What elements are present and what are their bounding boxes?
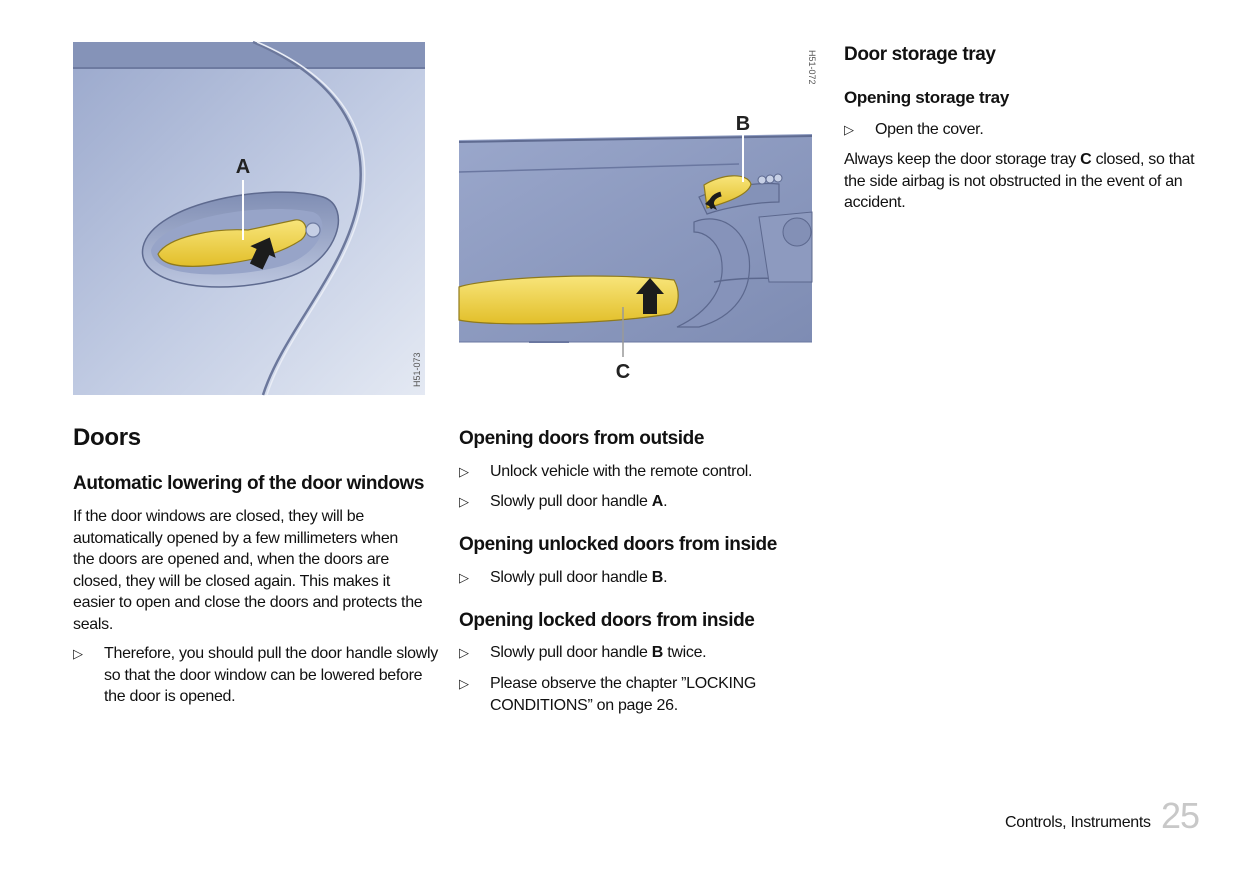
bullet-text-main: Slowly pull door handle <box>490 569 652 586</box>
bullet-text-suffix: twice. <box>663 644 707 661</box>
bullet-text <box>490 491 667 513</box>
opening-unlocked-inside-heading: Opening unlocked doors from inside <box>459 534 777 555</box>
bullet-text <box>490 642 706 664</box>
bullet-text: Open the cover. <box>875 121 984 138</box>
storage-tray-bullet <box>844 119 1184 141</box>
figure-code: H51-072 <box>807 50 817 85</box>
auto-lowering-paragraph: If the door windows are closed, they will be automatically opened by a few millimeters when the doors are opened and, when the doors are closed, they will be closed again. This makes it easier to open and close the doors and protects the seals. <box>73 508 423 633</box>
opening-locked-inside-heading: Opening locked doors from inside <box>459 610 755 631</box>
tray-reference: C <box>1080 151 1092 168</box>
bullet-text-suffix: . <box>663 569 668 586</box>
opening-outside-heading: Opening doors from outside <box>459 428 705 449</box>
bullet-triangle-icon: ▷ <box>459 570 469 585</box>
list-item <box>459 642 799 664</box>
handle-reference: A <box>651 493 664 510</box>
bullet-triangle-icon: ▷ <box>459 464 469 479</box>
storage-tray-note <box>844 149 1209 214</box>
handle-reference: B <box>651 569 664 586</box>
label-c: C <box>615 361 631 383</box>
page-number: 25 <box>1161 795 1200 836</box>
bullet-triangle-icon: ▷ <box>459 676 469 691</box>
bullet-text-main: Unlock vehicle with the remote control. <box>490 463 753 480</box>
footer-section: Controls, Instruments <box>1005 814 1151 831</box>
handle-reference: B <box>651 644 664 661</box>
bullet-text <box>490 567 667 589</box>
bullet-text-main: Slowly pull door handle <box>490 644 652 661</box>
storage-tray-title: Door storage tray <box>844 44 996 65</box>
label-b: B <box>735 113 751 135</box>
auto-lowering-heading: Automatic lowering of the door windows <box>73 473 425 494</box>
list-item <box>459 461 799 483</box>
bullet-triangle-icon: ▷ <box>73 646 83 661</box>
figure-outside-door-handle <box>73 42 425 395</box>
bullet-triangle-icon: ▷ <box>459 494 469 509</box>
list-item <box>459 567 799 589</box>
label-a: A <box>235 156 251 178</box>
auto-lowering-bullet <box>73 643 438 713</box>
bullet-text-suffix: . <box>663 493 668 510</box>
list-item <box>459 673 799 717</box>
bullet-triangle-icon: ▷ <box>459 645 469 660</box>
doors-title: Doors <box>73 424 141 451</box>
note-text-post: closed, so that the side airbag is not obstructed in the event of an accident. <box>844 151 1195 211</box>
bullet-triangle-icon: ▷ <box>844 122 854 137</box>
list-item <box>459 491 799 513</box>
bullet-text: Therefore, you should pull the door handle slowly so that the door window can be lowered before the door is opened. <box>104 645 438 705</box>
figure-inside-door-panel <box>459 42 817 395</box>
figure-code: H51-073 <box>412 352 422 387</box>
storage-tray-subheading: Opening storage tray <box>844 88 1009 107</box>
bullet-text-main: Slowly pull door handle <box>490 493 652 510</box>
bullet-text <box>490 461 752 483</box>
note-text-pre: Always keep the door storage tray <box>844 151 1081 168</box>
bullet-text: Please observe the chapter ”LOCKING CONDITIONS” on page 26. <box>490 675 757 714</box>
